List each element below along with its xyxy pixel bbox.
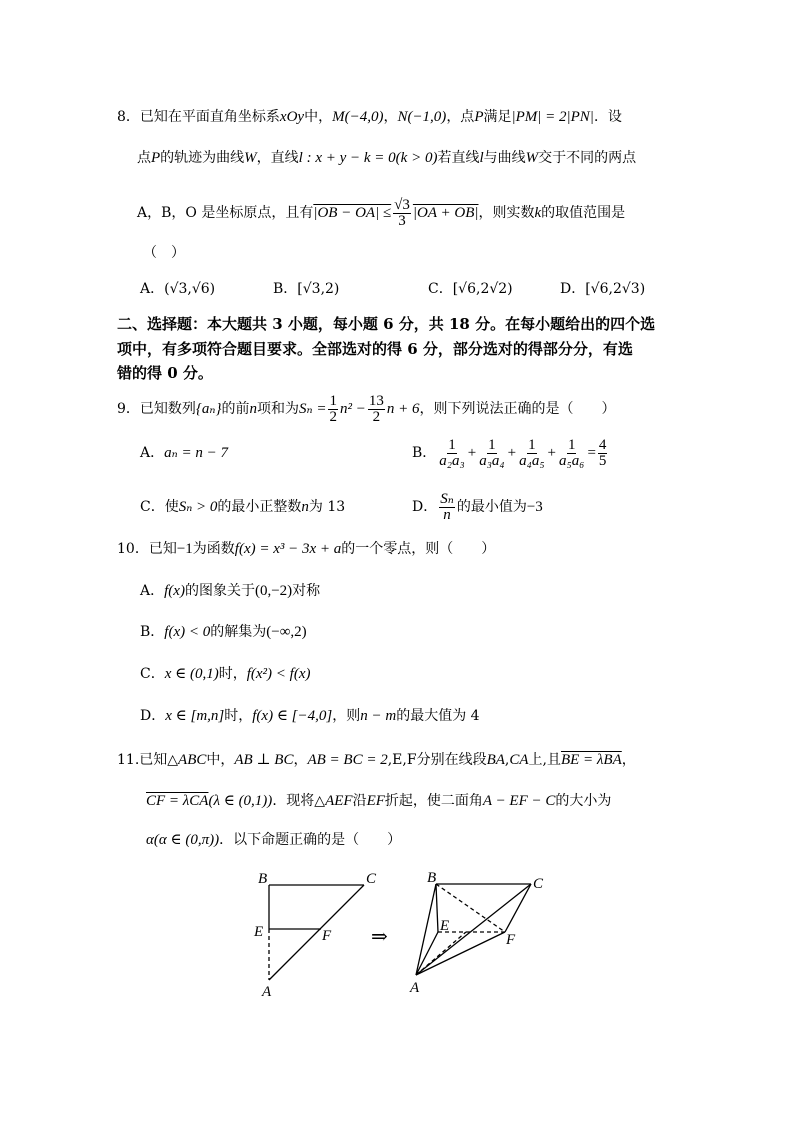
fraction xyxy=(438,438,465,469)
math: P xyxy=(151,150,161,166)
edge-cf-folded xyxy=(505,884,531,932)
text: ,E,F分别在线段 xyxy=(387,752,487,768)
math: n + 6 xyxy=(386,401,420,417)
text: 9．已知数列 xyxy=(117,401,196,417)
text: D．[√6,2√3) xyxy=(560,281,646,297)
implies-arrow: ⇒ xyxy=(371,926,388,948)
plus: + xyxy=(547,445,557,461)
label: B． xyxy=(140,624,165,640)
q10-option-b xyxy=(140,622,307,642)
text: ，点 xyxy=(446,109,475,125)
num: 1 xyxy=(448,436,456,453)
den: a₃a₄ xyxy=(479,452,505,469)
text: 对称 xyxy=(292,583,321,599)
text: 时， xyxy=(224,708,253,724)
text: 为 13 xyxy=(308,499,346,515)
label-e-left: E xyxy=(254,924,264,940)
den: n xyxy=(443,506,451,523)
section2-line1 xyxy=(117,313,655,335)
text: 的一个零点，则（ ） xyxy=(341,541,496,557)
math: (0,−2) xyxy=(254,583,293,599)
math: f(x) xyxy=(164,583,185,599)
text: ， xyxy=(383,109,398,125)
q9-option-a xyxy=(140,443,228,463)
q9-option-d xyxy=(412,488,543,526)
label-b-right: B xyxy=(427,870,437,886)
q8-line1 xyxy=(117,107,622,127)
geometry-figure xyxy=(240,862,570,1007)
den: 2 xyxy=(372,408,381,425)
text: 8．已知在平面直角坐标系 xyxy=(117,109,280,125)
text: C．[√6,2√2) xyxy=(428,281,513,297)
math: −1 xyxy=(176,541,193,557)
num: 13 xyxy=(368,392,384,409)
text: 的最小值为 xyxy=(456,499,527,515)
fraction xyxy=(328,394,338,425)
label-f-right: F xyxy=(506,932,516,948)
q8-line2 xyxy=(137,148,636,168)
text: 项中，有多项符合题目要求。全部选对的得 6 分，部分选对的得部分分，有选 xyxy=(117,340,633,358)
math: n² − xyxy=(339,401,366,417)
folded-figure xyxy=(416,884,531,975)
math: CA xyxy=(509,752,529,768)
text: 若直线 xyxy=(437,150,480,166)
fraction xyxy=(368,394,385,425)
math: BE = λBA xyxy=(560,752,622,768)
text: 交于不同的两点 xyxy=(538,150,637,166)
flat-triangle xyxy=(269,885,364,980)
text: 满足 xyxy=(483,109,512,125)
num: 4 xyxy=(598,436,607,453)
q10-option-d xyxy=(140,706,480,726)
label: D． xyxy=(140,708,166,724)
math: f(x) = x³ − 3x + a xyxy=(234,541,342,557)
math: Sₙ > 0 xyxy=(178,499,218,515)
label-c-left: C xyxy=(366,871,377,887)
fraction xyxy=(439,492,455,523)
edge-ae-folded xyxy=(416,932,438,975)
math: f(x²) < f(x) xyxy=(246,666,311,682)
q10-option-a xyxy=(140,581,320,601)
math: EF xyxy=(366,793,385,809)
math: α(α ∈ (0,π)) xyxy=(146,832,220,848)
q11-line3 xyxy=(146,830,401,850)
label-f-left: F xyxy=(322,928,332,944)
math: aₙ = n − 7 xyxy=(164,445,228,461)
math: Sₙ = xyxy=(299,401,327,417)
den: a₄a₅ xyxy=(519,452,545,469)
text: ， xyxy=(621,752,636,768)
math: l xyxy=(479,150,484,166)
text: 二、选择题：本大题共 3 小题，每小题 6 分，共 18 分。在每小题给出的四个选 xyxy=(117,315,656,333)
text: 的图象关于 xyxy=(184,583,255,599)
label-a-right: A xyxy=(410,980,420,996)
edge-af-folded xyxy=(416,932,505,975)
q8-option-b xyxy=(273,279,339,299)
math: P xyxy=(474,109,484,125)
text: 的轨迹为曲线 xyxy=(160,150,245,166)
q9-stem xyxy=(117,392,615,426)
math: {aₙ} xyxy=(195,401,222,417)
math: AB ⊥ BC xyxy=(234,752,294,768)
math: (−∞,2) xyxy=(266,624,307,640)
num: √3 xyxy=(394,196,410,213)
q9-option-c xyxy=(140,497,345,517)
math: (λ ∈ (0,1)) xyxy=(208,793,273,809)
den: 2 xyxy=(329,408,337,425)
math: k xyxy=(534,205,542,221)
fraction xyxy=(518,438,545,469)
math: N(−1,0) xyxy=(397,109,447,125)
q10-stem xyxy=(117,539,495,559)
num: 1 xyxy=(528,436,536,453)
label-b-left: B xyxy=(258,871,268,887)
num: 1 xyxy=(567,436,576,453)
label: B． xyxy=(412,445,437,461)
text: （ ） xyxy=(143,245,185,261)
text: 11.已知△ xyxy=(117,752,179,768)
math: ABC xyxy=(178,752,207,768)
text: 折起，使二面角 xyxy=(384,793,483,809)
text: B．[√3,2) xyxy=(273,281,340,297)
text: ．设 xyxy=(593,109,622,125)
num: 1 xyxy=(329,392,337,409)
q8-line3 xyxy=(137,196,625,230)
math: W xyxy=(244,150,257,166)
plus: + xyxy=(467,445,477,461)
q8-option-a xyxy=(140,279,215,299)
text: A．(√3,√6) xyxy=(140,281,216,297)
text: 中， xyxy=(304,109,333,125)
label-c-right: C xyxy=(533,876,544,892)
text: ， xyxy=(293,752,308,768)
label: D． xyxy=(412,499,438,515)
math: f(x) < 0 xyxy=(164,624,211,640)
den: a₂a₃ xyxy=(439,452,465,469)
text: 错的得 0 分。 xyxy=(117,364,213,382)
text: 上,且 xyxy=(528,752,561,768)
math: |OA + OB| xyxy=(412,205,479,221)
text: ，则 xyxy=(332,708,361,724)
math: M(−4,0) xyxy=(332,109,384,125)
label: C．使 xyxy=(140,499,179,515)
q11-line1 xyxy=(117,750,636,770)
text: 10．已知 xyxy=(117,541,177,557)
text: 与曲线 xyxy=(483,150,526,166)
fraction xyxy=(478,438,505,469)
edge-be-folded xyxy=(436,884,438,932)
math: AEF xyxy=(325,793,353,809)
math: x ∈ (0,1) xyxy=(164,666,219,682)
text: 沿 xyxy=(352,793,367,809)
text: 时， xyxy=(218,666,247,682)
math: f(x) ∈ [−4,0] xyxy=(252,708,333,724)
section2-line2 xyxy=(117,338,633,360)
math: A − EF − C xyxy=(482,793,556,809)
fraction xyxy=(558,438,585,469)
q8-paren xyxy=(143,243,185,263)
math: l : x + y − k = 0(k > 0) xyxy=(298,150,438,166)
math: n xyxy=(301,499,309,515)
math: AB = BC = 2 xyxy=(307,752,388,768)
math: x ∈ [m,n] xyxy=(165,708,225,724)
den: 5 xyxy=(598,452,607,469)
q11-line2 xyxy=(146,791,611,811)
den: 3 xyxy=(398,212,406,229)
label-a-left: A xyxy=(262,984,272,1000)
text: ．现将△ xyxy=(272,793,326,809)
den: a₅a₆ xyxy=(559,452,585,469)
fraction xyxy=(598,438,608,469)
section2-line3 xyxy=(117,362,213,384)
text: 的大小为 xyxy=(555,793,612,809)
text: 的前 xyxy=(221,401,250,417)
label: A． xyxy=(140,445,165,461)
text: , xyxy=(504,752,510,768)
math: n xyxy=(249,401,257,417)
math: W xyxy=(525,150,539,166)
fraction xyxy=(393,198,411,229)
text: 项和为 xyxy=(257,401,299,417)
edge-ca xyxy=(269,885,364,980)
math: BA xyxy=(486,752,505,768)
text: 中， xyxy=(206,752,235,768)
text: 的取值范围是 xyxy=(541,205,626,221)
q9-option-b xyxy=(412,433,609,473)
text: ，直线 xyxy=(256,150,299,166)
text: 为函数 xyxy=(192,541,235,557)
label-e-right: E xyxy=(440,918,450,934)
text: 点 xyxy=(137,150,151,166)
text: ．以下命题正确的是（ ） xyxy=(219,832,402,848)
q8-option-c xyxy=(428,279,513,299)
text: ，则下列说法正确的是（ ） xyxy=(419,401,616,417)
text: 的最大值为 4 xyxy=(396,708,480,724)
text: 的解集为 xyxy=(210,624,267,640)
num: 1 xyxy=(488,436,496,453)
math: xOy xyxy=(279,109,305,125)
num: Sₙ xyxy=(440,490,454,507)
label: C． xyxy=(140,666,165,682)
equals: = xyxy=(587,445,596,461)
math: CF = λCA xyxy=(146,793,209,809)
label: A． xyxy=(140,583,165,599)
math: |PM| = 2|PN| xyxy=(511,109,594,125)
q8-option-d xyxy=(560,279,645,299)
math: n − m xyxy=(360,708,397,724)
text: ，则实数 xyxy=(478,205,535,221)
text: A，B，O 是坐标原点，且有 xyxy=(137,205,314,221)
text: 的最小正整数 xyxy=(217,499,302,515)
math: |OB − OA| ≤ xyxy=(313,205,392,221)
math: −3 xyxy=(526,499,543,515)
q10-option-c xyxy=(140,664,310,684)
plus: + xyxy=(507,445,517,461)
